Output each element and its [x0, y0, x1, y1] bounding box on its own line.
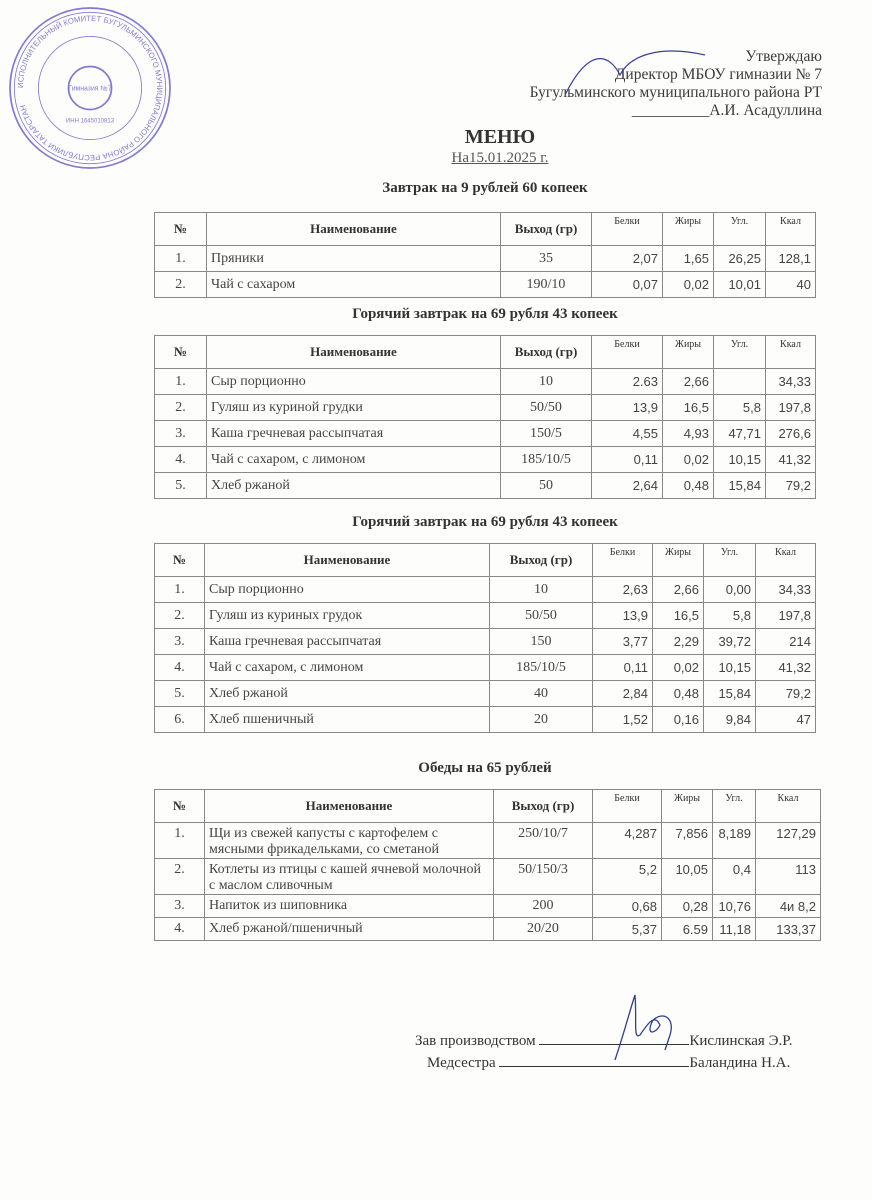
table-cell: 2,63	[593, 577, 653, 603]
table-cell: 128,1	[766, 246, 816, 272]
director-signature	[560, 40, 710, 100]
table-cell: 9,84	[704, 707, 756, 733]
stamp-ring-text: ИСПОЛНИТЕЛЬНЫЙ КОМИТЕТ БУГУЛЬМИНСКОГО МУНИЦИПАЛЬНОГО РАЙОНА РЕСПУБЛИКИ ТАТАРСТАН	[15, 13, 165, 163]
table-cell: 214	[756, 629, 816, 655]
table-cell: 4,287	[593, 823, 662, 859]
table-cell: 250/10/7	[494, 823, 593, 859]
table-row	[155, 918, 821, 941]
table-cell: 3,77	[593, 629, 653, 655]
table-cell: Пряники	[207, 246, 501, 272]
table-cell: 10,76	[713, 895, 756, 918]
table-cell: 3.	[155, 895, 205, 918]
approval-line-2: Директор МБОУ гимназии № 7	[614, 66, 822, 83]
table-cell: 2.	[155, 395, 207, 421]
table-cell: 2,66	[663, 369, 714, 395]
table-cell: 2,66	[653, 577, 704, 603]
table-header	[155, 790, 821, 823]
table-cell: 2,84	[593, 681, 653, 707]
table-cell: Каша гречневая рассыпчатая	[207, 421, 501, 447]
section-title: Горячий завтрак на 69 рубля 43 копеек	[352, 306, 618, 322]
table-cell: 26,25	[714, 246, 766, 272]
table-cell: 15,84	[704, 681, 756, 707]
table-cell: 1.	[155, 577, 205, 603]
table-cell: Чай с сахаром	[207, 272, 501, 298]
column-header: №	[155, 790, 205, 823]
table-row	[155, 629, 816, 655]
table-cell: 6.	[155, 707, 205, 733]
column-header: Жиры	[663, 213, 714, 246]
approval-line-1: Утверждаю	[745, 48, 822, 65]
table-cell: Хлеб пшеничный	[205, 707, 490, 733]
table-row	[155, 246, 816, 272]
stamp-inn-text: ИНН 1645010813	[65, 118, 115, 125]
table-cell: 40	[490, 681, 593, 707]
signature-role: Зав производством	[415, 1033, 536, 1049]
column-header: Белки	[593, 790, 662, 823]
column-header: №	[155, 336, 207, 369]
table-cell: 5,37	[593, 918, 662, 941]
table-cell: 2,07	[592, 246, 663, 272]
table-cell: 2.	[155, 603, 205, 629]
table-cell: 0,11	[592, 447, 663, 473]
table-cell: 2.	[155, 859, 205, 895]
table-cell: 4и 8,2	[756, 895, 821, 918]
table-cell: 50/150/3	[494, 859, 593, 895]
table-cell: Чай с сахаром, с лимоном	[207, 447, 501, 473]
table-row	[155, 895, 821, 918]
signature-role: Медсестра	[427, 1055, 496, 1071]
table-row	[155, 395, 816, 421]
table-cell: 2.	[155, 272, 207, 298]
table-cell: 185/10/5	[501, 447, 592, 473]
column-header: Выход (гр)	[501, 336, 592, 369]
table-cell: 4.	[155, 655, 205, 681]
table-cell: Напиток из шиповника	[205, 895, 494, 918]
table-cell: 2,64	[592, 473, 663, 499]
table-cell: 200	[494, 895, 593, 918]
table-cell: Хлеб ржаной/пшеничный	[205, 918, 494, 941]
table-cell: 3.	[155, 421, 207, 447]
table-cell: 6.59	[662, 918, 713, 941]
column-header: Угл.	[713, 790, 756, 823]
section-title: Обеды на 65 рублей	[418, 760, 552, 776]
table-row	[155, 655, 816, 681]
table-row	[155, 603, 816, 629]
table-cell: 197,8	[766, 395, 816, 421]
table-cell: 133,37	[756, 918, 821, 941]
menu-table	[154, 335, 816, 499]
table-cell: 4,93	[663, 421, 714, 447]
table-cell: 1,65	[663, 246, 714, 272]
table-cell: 8,189	[713, 823, 756, 859]
table-cell: 39,72	[704, 629, 756, 655]
menu-table	[154, 212, 816, 298]
column-header: Угл.	[714, 336, 766, 369]
table-cell: 41,32	[756, 655, 816, 681]
table-cell: 10,15	[704, 655, 756, 681]
table-cell: 20/20	[494, 918, 593, 941]
column-header: Ккал	[766, 336, 816, 369]
table-cell: 20	[490, 707, 593, 733]
table-cell: 10,15	[714, 447, 766, 473]
table-cell: 4.	[155, 447, 207, 473]
table-cell: 0,48	[663, 473, 714, 499]
table-cell: Сыр порционно	[207, 369, 501, 395]
column-header: Жиры	[653, 544, 704, 577]
table-cell: Хлеб ржаной	[205, 681, 490, 707]
table-cell: 7,856	[662, 823, 713, 859]
section-title: Горячий завтрак на 69 рубля 43 копеек	[352, 514, 618, 530]
table-cell: 5.	[155, 681, 205, 707]
column-header: №	[155, 213, 207, 246]
menu-date: На15.01.2025 г.	[451, 150, 549, 166]
table-cell: 0,4	[713, 859, 756, 895]
table-cell: Сыр порционно	[205, 577, 490, 603]
column-header: Выход (гр)	[501, 213, 592, 246]
table-cell: 0,00	[704, 577, 756, 603]
table-cell: 0,28	[662, 895, 713, 918]
table-cell: 11,18	[713, 918, 756, 941]
column-header: Угл.	[704, 544, 756, 577]
column-header: Наименование	[207, 213, 501, 246]
table-cell: 34,33	[756, 577, 816, 603]
table-cell: Щи из свежей капусты с картофелем с мясными фрикадельками, со сметаной	[205, 823, 494, 859]
column-header: №	[155, 544, 205, 577]
column-header: Жиры	[663, 336, 714, 369]
table-cell: 0,16	[653, 707, 704, 733]
table-cell: 185/10/5	[490, 655, 593, 681]
table-cell: 4,55	[592, 421, 663, 447]
table-cell: 1.	[155, 823, 205, 859]
table-cell: 15,84	[714, 473, 766, 499]
table-cell: Чай с сахаром, с лимоном	[205, 655, 490, 681]
column-header: Наименование	[205, 790, 494, 823]
table-cell: 34,33	[766, 369, 816, 395]
table-cell: 5,8	[714, 395, 766, 421]
column-header: Выход (гр)	[494, 790, 593, 823]
table-cell: 2,29	[653, 629, 704, 655]
column-header: Наименование	[205, 544, 490, 577]
table-cell: 190/10	[501, 272, 592, 298]
table-cell: 197,8	[756, 603, 816, 629]
stamp-center-text: Гимназия №7	[68, 85, 112, 93]
column-header: Ккал	[766, 213, 816, 246]
menu-table	[154, 543, 816, 733]
table-row	[155, 421, 816, 447]
table-cell: 1,52	[593, 707, 653, 733]
column-header: Угл.	[714, 213, 766, 246]
table-cell: 10,01	[714, 272, 766, 298]
section-title: Завтрак на 9 рублей 60 копеек	[382, 180, 588, 196]
table-cell: 276,6	[766, 421, 816, 447]
table-cell: 50/50	[490, 603, 593, 629]
table-row	[155, 681, 816, 707]
table-row	[155, 823, 821, 859]
page-title: МЕНЮ	[464, 126, 536, 148]
table-cell: 150/5	[501, 421, 592, 447]
table-cell: 10,05	[662, 859, 713, 895]
table-header	[155, 336, 816, 369]
table-cell: Хлеб ржаной	[207, 473, 501, 499]
table-cell: 13,9	[593, 603, 653, 629]
table-cell	[714, 369, 766, 395]
table-cell: 50/50	[501, 395, 592, 421]
signature-name: Баландина Н.А.	[689, 1055, 791, 1071]
table-cell: 10	[501, 369, 592, 395]
table-header	[155, 213, 816, 246]
table-cell: 5,8	[704, 603, 756, 629]
official-stamp	[4, 2, 176, 174]
column-header: Ккал	[756, 544, 816, 577]
table-cell: Каша гречневая рассыпчатая	[205, 629, 490, 655]
table-header	[155, 544, 816, 577]
table-cell: 127,29	[756, 823, 821, 859]
table-row	[155, 473, 816, 499]
table-cell: 79,2	[766, 473, 816, 499]
table-row	[155, 577, 816, 603]
table-cell: 0,11	[593, 655, 653, 681]
signature-name: Кислинская Э.Р.	[689, 1033, 793, 1049]
table-cell: 0,68	[593, 895, 662, 918]
table-cell: 47,71	[714, 421, 766, 447]
column-header: Выход (гр)	[490, 544, 593, 577]
table-cell: 0,02	[653, 655, 704, 681]
column-header: Ккал	[756, 790, 821, 823]
table-cell: 10	[490, 577, 593, 603]
column-header: Белки	[592, 213, 663, 246]
menu-table	[154, 789, 821, 941]
table-cell: 16,5	[653, 603, 704, 629]
approval-line-4: __________А.И. Асадуллина	[631, 102, 822, 119]
table-cell: 41,32	[766, 447, 816, 473]
handwritten-signature	[585, 990, 695, 1070]
column-header: Белки	[592, 336, 663, 369]
table-cell: 1.	[155, 246, 207, 272]
table-cell: 0,48	[653, 681, 704, 707]
table-cell: Котлеты из птицы с кашей ячневой молочной с маслом сливочным	[205, 859, 494, 895]
column-header: Наименование	[207, 336, 501, 369]
table-cell: 47	[756, 707, 816, 733]
table-cell: 40	[766, 272, 816, 298]
table-cell: 5.	[155, 473, 207, 499]
column-header: Белки	[593, 544, 653, 577]
table-cell: 50	[501, 473, 592, 499]
column-header: Жиры	[662, 790, 713, 823]
table-cell: 35	[501, 246, 592, 272]
table-row	[155, 707, 816, 733]
table-cell: 1.	[155, 369, 207, 395]
table-cell: 16,5	[663, 395, 714, 421]
table-cell: 0,02	[663, 447, 714, 473]
table-cell: Гуляш из куриных грудок	[205, 603, 490, 629]
table-cell: 79,2	[756, 681, 816, 707]
table-cell: 2.63	[592, 369, 663, 395]
approval-line-3: Бугульминского муниципального района РТ	[529, 84, 822, 101]
table-cell: 0,07	[592, 272, 663, 298]
table-cell: 150	[490, 629, 593, 655]
table-cell: 3.	[155, 629, 205, 655]
table-row	[155, 447, 816, 473]
table-cell: 13,9	[592, 395, 663, 421]
table-row	[155, 369, 816, 395]
table-cell: 113	[756, 859, 821, 895]
table-row	[155, 859, 821, 895]
table-cell: Гуляш из куриной грудки	[207, 395, 501, 421]
table-cell: 0,02	[663, 272, 714, 298]
table-cell: 5,2	[593, 859, 662, 895]
table-cell: 4.	[155, 918, 205, 941]
table-row	[155, 272, 816, 298]
